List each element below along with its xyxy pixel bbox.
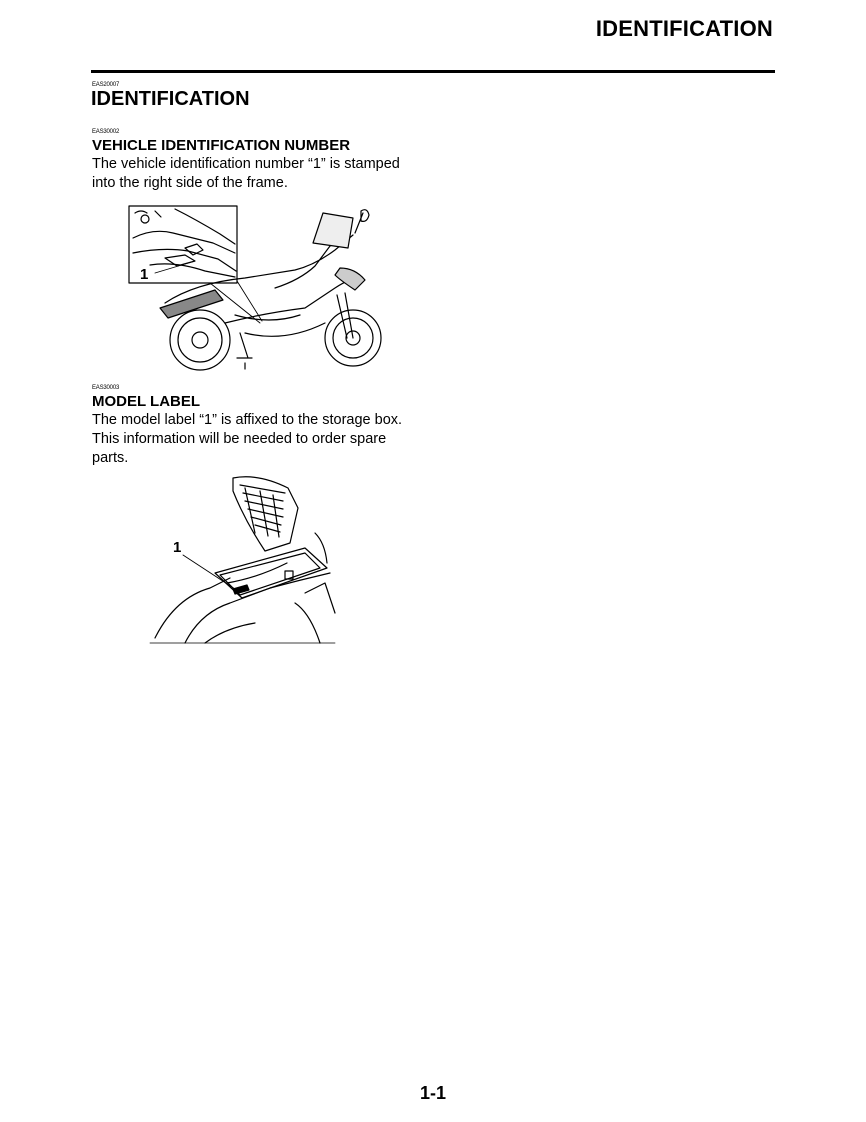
- storage-box-figure: [145, 473, 340, 648]
- section-title: IDENTIFICATION: [91, 88, 250, 110]
- vin-code: EAS30002: [92, 129, 120, 135]
- model-label-code: EAS30003: [92, 385, 120, 391]
- vin-text-line-2: into the right side of the frame.: [92, 175, 288, 191]
- scooter-figure: [125, 203, 390, 373]
- model-label-title: MODEL LABEL: [92, 393, 201, 410]
- header-rule: [91, 70, 775, 73]
- vin-callout: 1: [140, 266, 149, 283]
- model-label-text: [92, 411, 422, 468]
- section-code: EAS20007: [92, 82, 120, 88]
- model-label-text-line-3: parts.: [92, 450, 129, 466]
- vin-title: VEHICLE IDENTIFICATION NUMBER: [92, 137, 351, 154]
- vin-text: [92, 155, 422, 193]
- vin-text-line-1: The vehicle identification number “1” is stamped: [92, 156, 400, 172]
- page-header-title: IDENTIFICATION: [595, 16, 773, 41]
- model-label-callout: 1: [173, 539, 182, 556]
- page-number: 1-1: [419, 1083, 446, 1103]
- model-label-text-line-2: This information will be needed to order spare: [92, 431, 387, 447]
- model-label-text-line-1: The model label “1” is affixed to the storage box.: [92, 412, 403, 428]
